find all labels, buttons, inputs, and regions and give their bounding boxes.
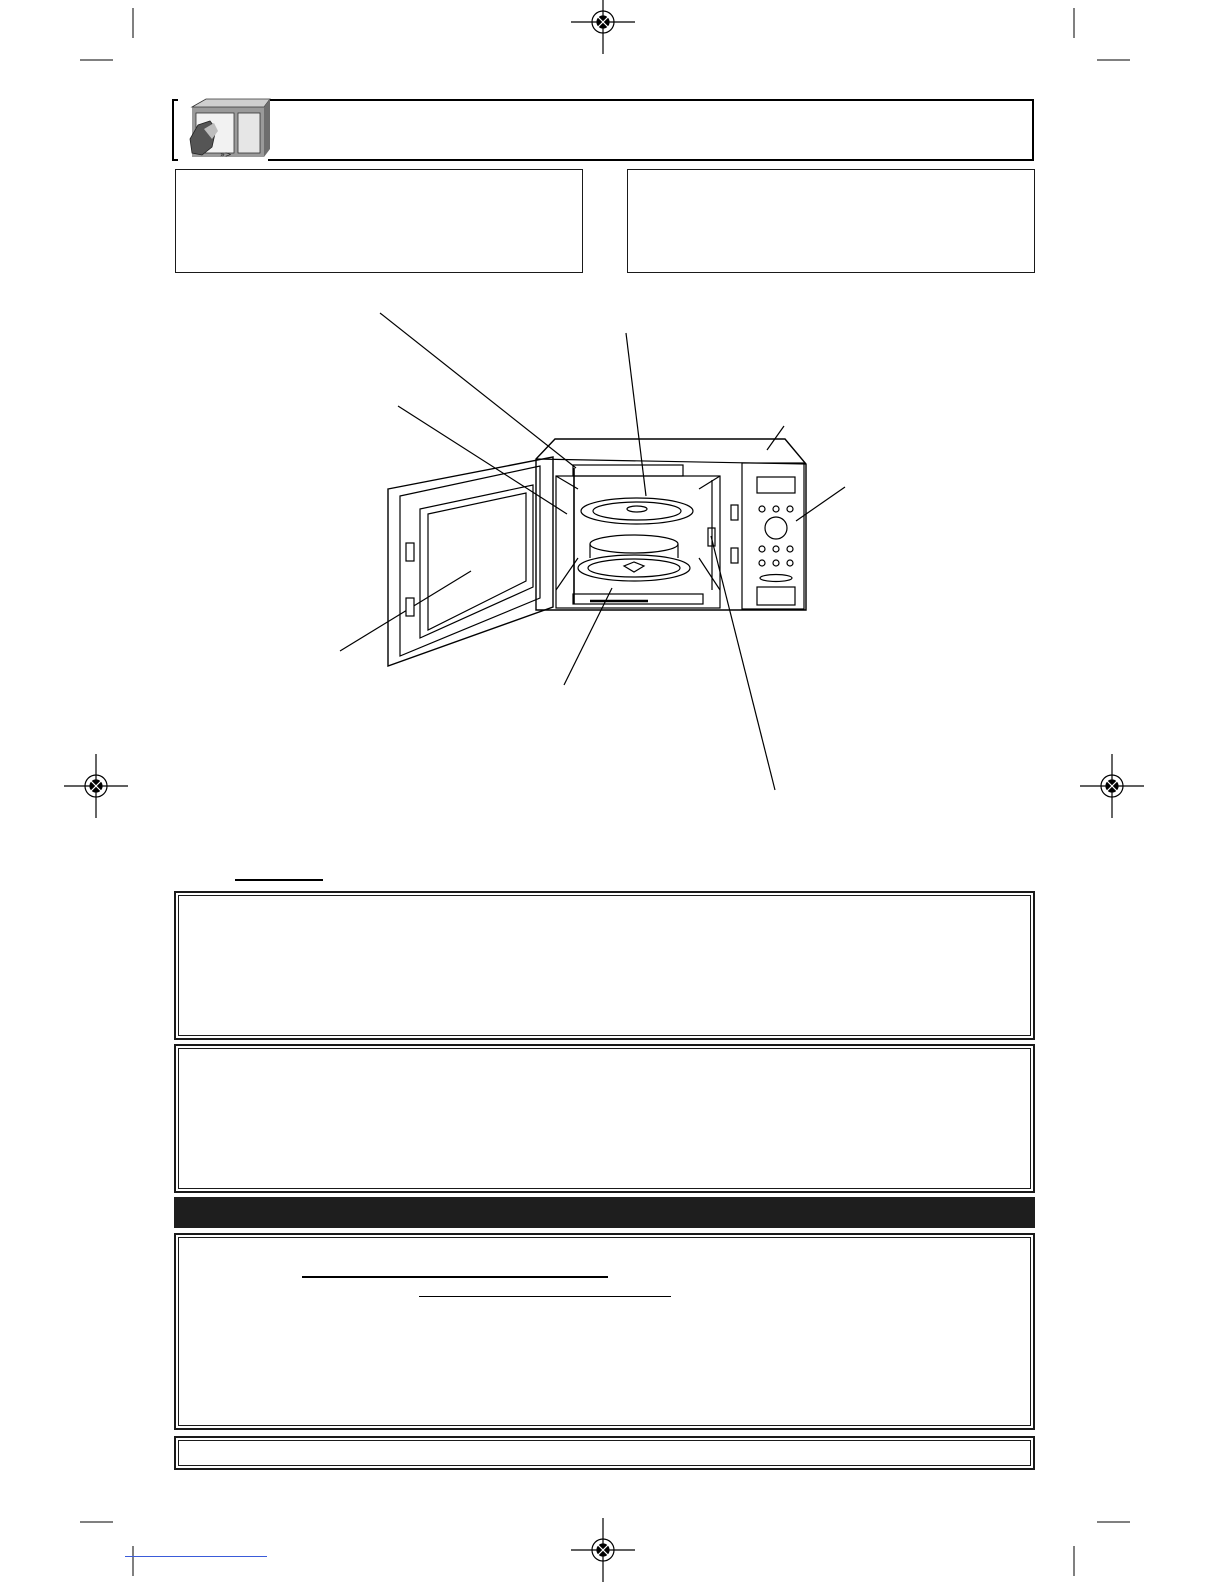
section-heading-bar bbox=[174, 1197, 1035, 1228]
registration-crosshair-icon bbox=[571, 0, 635, 54]
text-box-2 bbox=[174, 1044, 1035, 1193]
text-box-3 bbox=[174, 1233, 1035, 1430]
underline-1 bbox=[302, 1276, 608, 1278]
microwave-cleaning-icon bbox=[176, 99, 270, 161]
info-box-right bbox=[627, 169, 1035, 273]
microwave-oven-open-door-diagram bbox=[0, 300, 1224, 820]
text-box-1 bbox=[174, 891, 1035, 1040]
bottom-link-line bbox=[125, 1556, 267, 1557]
svg-text:»>: »> bbox=[220, 150, 232, 159]
registration-crosshair-icon bbox=[571, 1518, 635, 1582]
underline-2 bbox=[419, 1296, 671, 1297]
header-bar bbox=[172, 99, 1034, 161]
footer-box bbox=[174, 1436, 1035, 1470]
section-underline bbox=[235, 879, 323, 881]
info-box-left bbox=[175, 169, 583, 273]
